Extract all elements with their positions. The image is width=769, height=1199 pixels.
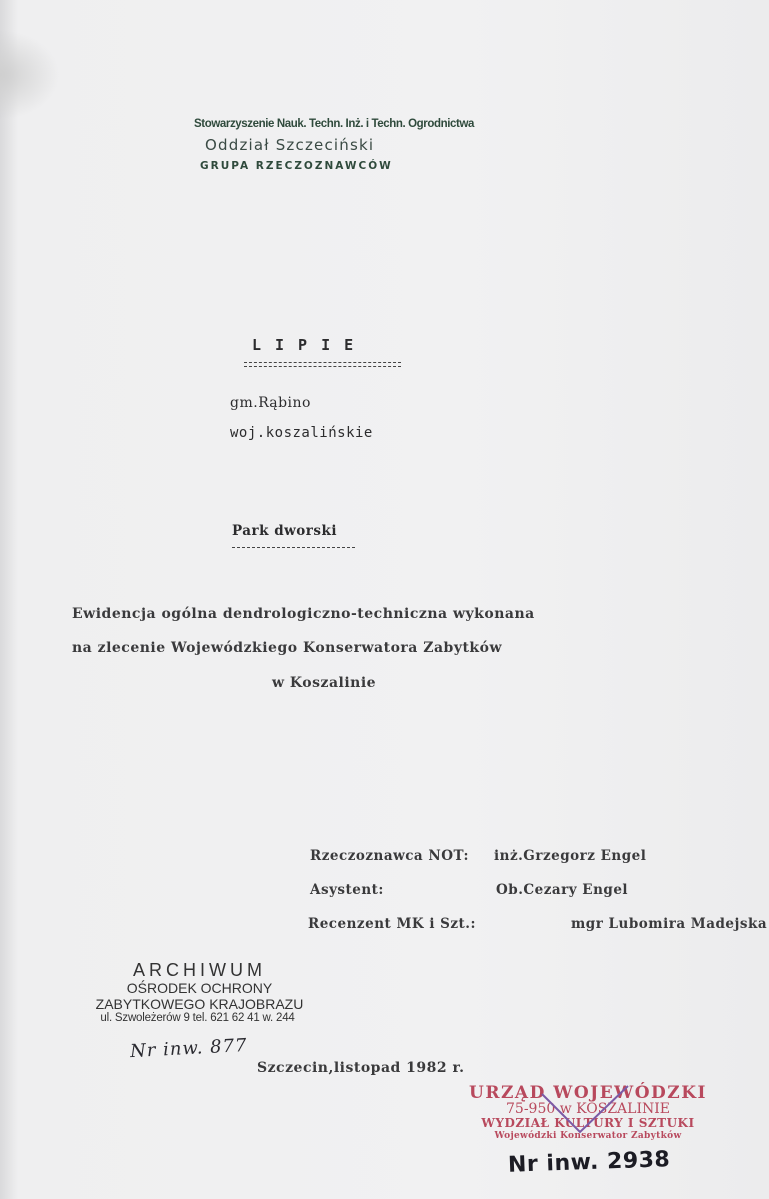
- gmina-line: gm.Rąbino: [230, 395, 311, 411]
- subject-heading: Park dworski: [232, 523, 337, 539]
- handwritten-inventory-number-1: Nr inw. 877: [129, 1034, 248, 1063]
- place-and-date: Szczecin,listopad 1982 r.: [257, 1060, 465, 1076]
- association-stamp-line3: GRUPA RZECZOZNAWCÓW: [200, 160, 393, 172]
- paper-edge-shadow: [0, 30, 60, 120]
- handwritten-inventory-number-2: Nr inw. 2938: [507, 1147, 671, 1178]
- archive-stamp-title: ARCHIWUM: [133, 960, 266, 980]
- office-stamp-line1: URZĄD WOJEWÓDZKI: [469, 1083, 707, 1103]
- association-stamp-line2: Oddział Szczeciński: [205, 136, 375, 154]
- archive-stamp-line3: ZABYTKOWEGO KRAJOBRAZU: [95, 996, 304, 1012]
- title-underline: [244, 362, 401, 363]
- title-underline-2: [244, 366, 401, 367]
- description-line-2: na zlecenie Wojewódzkiego Konserwatora Zabytków: [72, 640, 503, 656]
- office-stamp-line3: WYDZIAŁ KULTURY I SZTUKI: [481, 1116, 695, 1130]
- office-stamp-line2: 75-950 w KOSZALINIE: [506, 1101, 670, 1117]
- expert-label: Rzeczoznawca NOT:: [310, 848, 470, 864]
- archive-stamp: [92, 960, 307, 1024]
- association-stamp-line1: Stowarzyszenie Nauk. Techn. Inż. i Techn. Ogrodnictwa: [194, 118, 474, 130]
- assistant-name: Ob.Cezary Engel: [496, 882, 629, 898]
- description-line-1: Ewidencja ogólna dendrologiczno-techniczna wykonana: [72, 606, 535, 622]
- description-line-3: w Koszalinie: [272, 675, 377, 691]
- document-title: LIPIE: [252, 336, 368, 354]
- reviewer-label: Recenzent MK i Szt.:: [308, 916, 476, 932]
- voivodeship-line: woj.koszalińskie: [230, 425, 373, 441]
- archive-stamp-address: ul. Szwoleżerów 9 tel. 621 62 41 w. 244: [100, 1012, 295, 1024]
- archive-stamp-line2: OŚRODEK OCHRONY: [126, 980, 273, 996]
- reviewer-name: mgr Lubomira Madejska: [571, 916, 768, 932]
- subject-underline: [232, 547, 355, 548]
- stamp-check-mark: [540, 1084, 630, 1144]
- assistant-label: Asystent:: [310, 882, 384, 898]
- expert-name: inż.Grzegorz Engel: [494, 848, 647, 864]
- office-stamp-line4: Wojewódzki Konserwator Zabytków: [494, 1131, 682, 1141]
